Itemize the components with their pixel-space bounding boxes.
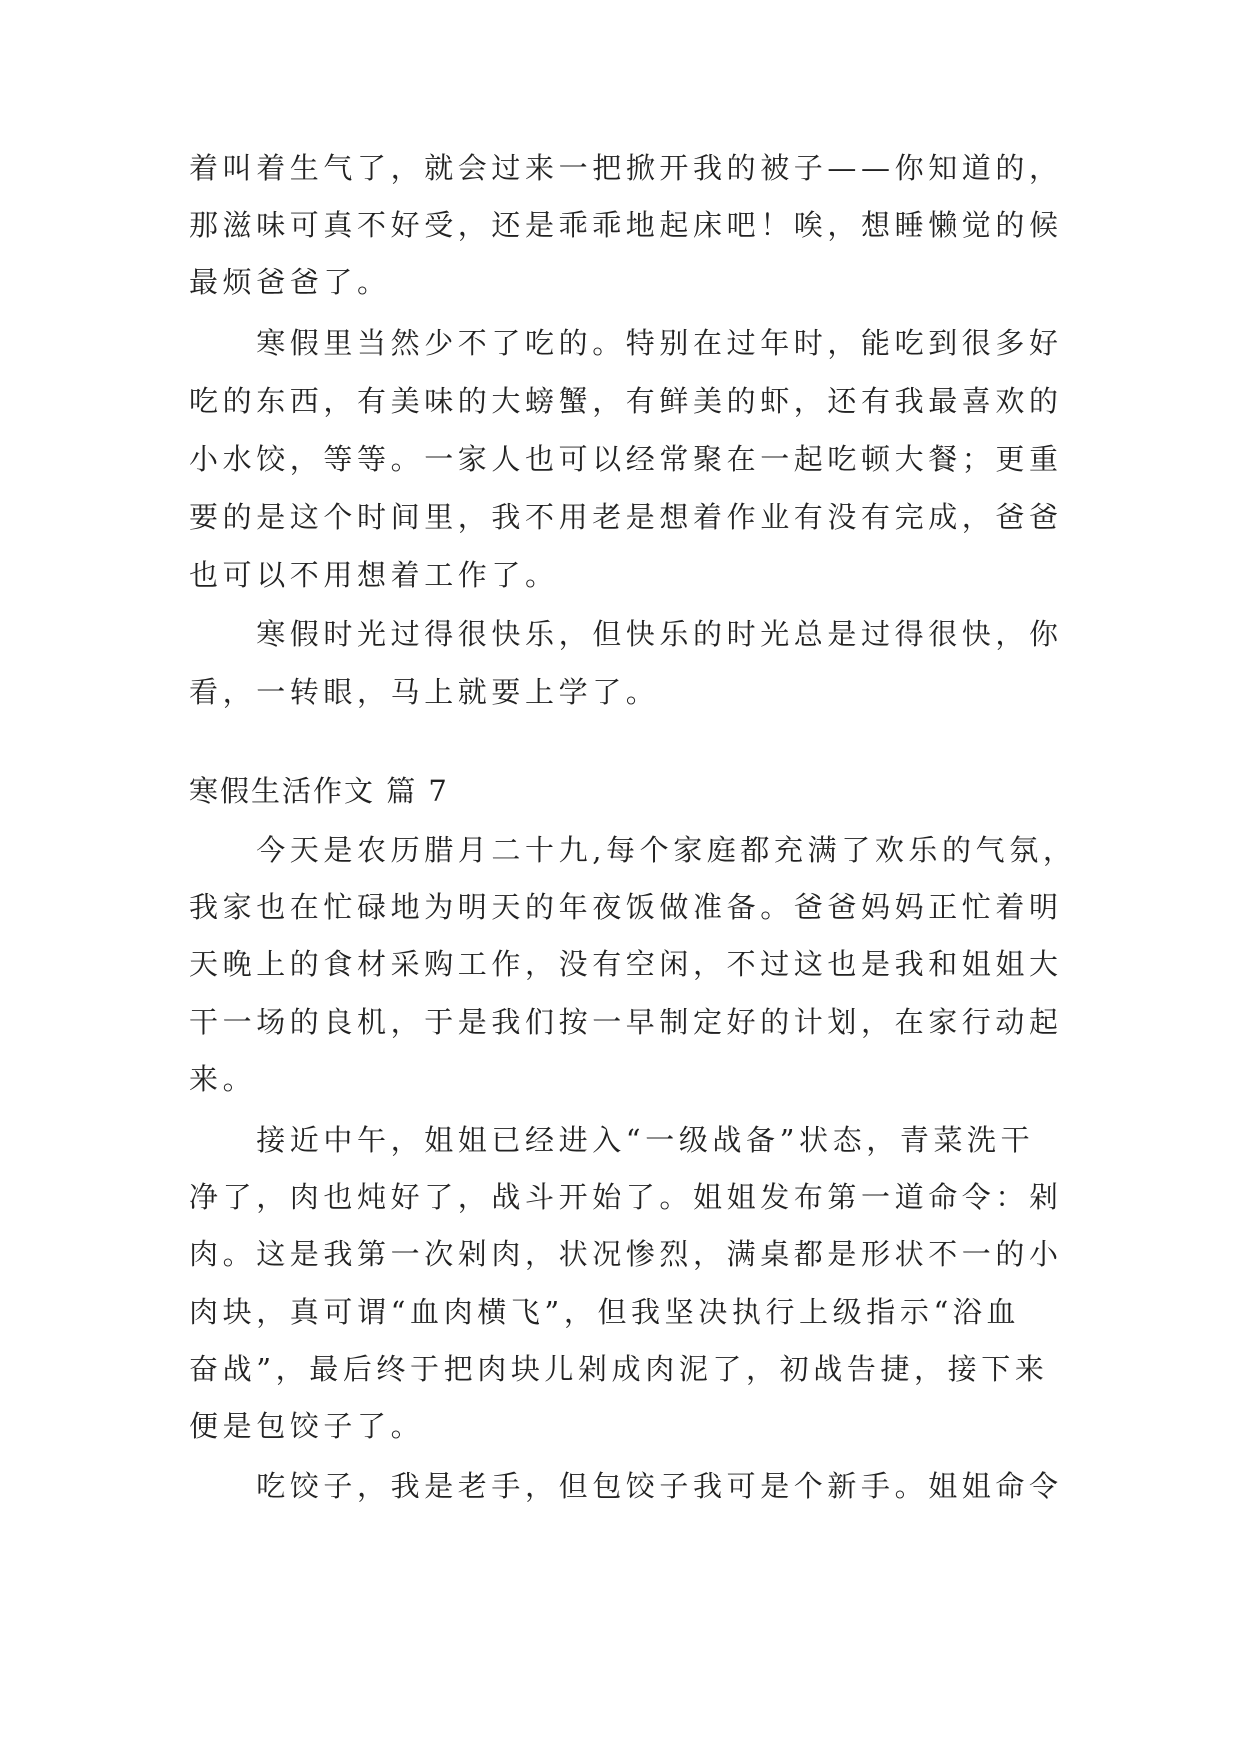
text-line: 奋战”，最后终于把肉块儿剁成肉泥了，初战告捷，接下来 <box>189 1352 1049 1386</box>
text-line: 肉块，真可谓“血肉横飞”，但我坚决执行上级指示“浴血 <box>189 1295 1021 1329</box>
text-line: 便是包饺子了。 <box>189 1409 425 1443</box>
text-line: 看，一转眼，马上就要上学了。 <box>189 675 660 709</box>
text-line: 我家也在忙碌地为明天的年夜饭做准备。爸爸妈妈正忙着明 <box>189 890 1063 924</box>
text-line: 寒假里当然少不了吃的。特别在过年时，能吃到很多好 <box>189 326 1063 360</box>
text-line: 寒假时光过得很快乐，但快乐的时光总是过得很快，你 <box>189 617 1063 651</box>
text-line: 那滋味可真不好受，还是乖乖地起床吧！唉，想睡懒觉的候 <box>189 208 1063 242</box>
text-line: 要的是这个时间里，我不用老是想着作业有没有完成，爸爸 <box>189 500 1063 534</box>
text-line: 吃饺子，我是老手，但包饺子我可是个新手。姐姐命令 <box>189 1469 1063 1503</box>
text-line: 今天是农历腊月二十九,每个家庭都充满了欢乐的气氛， <box>189 833 1077 867</box>
text-line: 来。 <box>189 1062 257 1096</box>
text-line: 干一场的良机，于是我们按一早制定好的计划，在家行动起 <box>189 1005 1063 1039</box>
text-line: 接近中午，姐姐已经进入“一级战备”状态，青菜洗干 <box>189 1123 1035 1157</box>
text-line: 肉。这是我第一次剁肉，状况惨烈，满桌都是形状不一的小 <box>189 1237 1063 1271</box>
text-line: 吃的东西，有美味的大螃蟹，有鲜美的虾，还有我最喜欢的 <box>189 384 1063 418</box>
text-line: 最烦爸爸了。 <box>189 265 391 299</box>
text-line: 小水饺，等等。一家人也可以经常聚在一起吃顿大餐；更重 <box>189 442 1063 476</box>
text-line: 也可以不用想着工作了。 <box>189 558 559 592</box>
section-heading: 寒假生活作文 篇 7 <box>189 774 449 808</box>
text-line: 天晚上的食材采购工作，没有空闲，不过这也是我和姐姐大 <box>189 947 1063 981</box>
text-line: 净了，肉也炖好了，战斗开始了。姐姐发布第一道命令：剁 <box>189 1180 1063 1214</box>
text-line: 着叫着生气了，就会过来一把掀开我的被子——你知道的， <box>189 151 1063 185</box>
